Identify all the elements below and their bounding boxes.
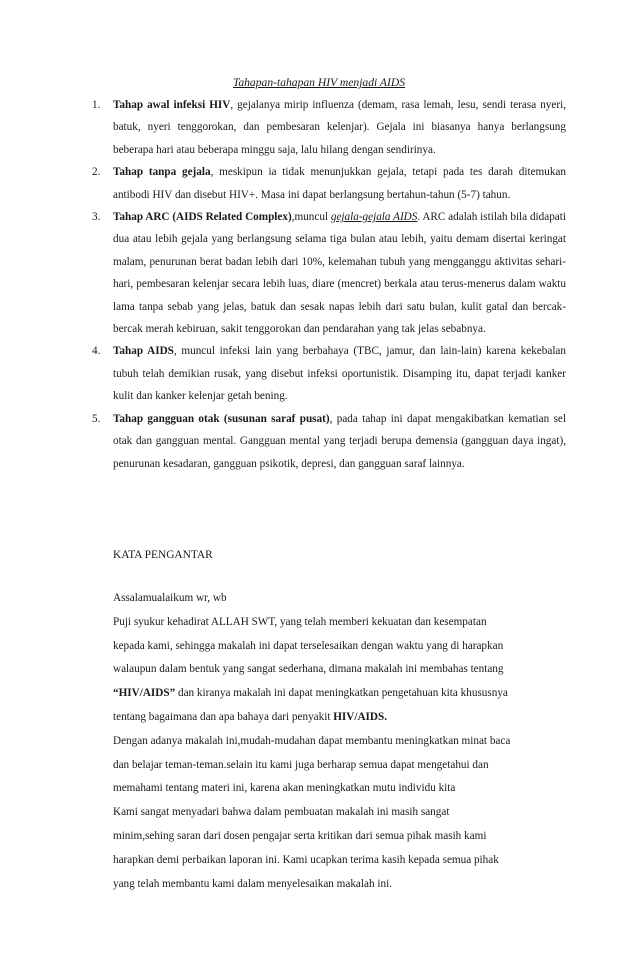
preface-bold: HIV/AIDS. (333, 710, 388, 723)
preface-line: yang telah membantu kami dalam menyelesaikan makalah ini. (113, 877, 392, 890)
kata-pengantar-heading: KATA PENGANTAR (113, 549, 213, 561)
preface-line: memahami tentang materi ini, karena akan meningkatkan mutu individu kita (113, 782, 456, 795)
preface-line: minim,sehing saran dari dosen pengajar serta kritikan dari semua pihak masih kami (113, 829, 487, 842)
preface-line: kepada kami, sehingga makalah ini dapat terselesaikan dengan waktu yang di harapkan (113, 639, 504, 652)
stage-heading: Tahap awal infeksi HIV (113, 99, 231, 111)
preface-line: tentang bagaimana dan apa bahaya dari penyakit HIV/AIDS. (113, 710, 388, 723)
item-number: 3. (92, 211, 101, 224)
item-number: 4. (92, 345, 101, 358)
preface-line: dan belajar teman-teman.selain itu kami juga berharap semua dapat mengetahui dan (113, 758, 489, 771)
preface-line: Puji syukur kehadirat ALLAH SWT, yang telah memberi kekuatan dan kesempatan (113, 615, 487, 628)
stage-heading: Tahap tanpa gejala (113, 166, 211, 179)
stage-text: . ARC adalah istilah bila didapati dua atau lebih gejala yang berlangsung selama tiga bulan atau lebih, yaitu demam disertai keringat malam, penurunan berat badan lebih dari 10%, kelemahan tubuh yang mengganggu aktivitas sehari-hari, pembesaran kelenjar secara lebih luas, diare (mencret) berkala atau terus-menerus dalam waktu lama tanpa sebab yang jelas, batuk dan sesak napas lebih dari satu bulan, kulit gatal dan bercak-bercak merah kebiruan, sakit tenggorokan dan pendarahan yang tak jelas sebabnya. (113, 211, 566, 336)
stage-heading: Tahap AIDS (113, 345, 174, 358)
stages-list (92, 94, 566, 475)
list-item (92, 340, 566, 407)
stage-text: , meskipun ia tidak menunjukkan gejala, tetapi pada tes darah ditemukan antibodi HIV dan disebut HIV+. Masa ini dapat berlangsung bertahun-tahun (5-7) tahun. (113, 166, 566, 201)
list-item (92, 94, 566, 161)
stage-text-mid: ,muncul (291, 211, 331, 224)
preface-line: walaupun dalam bentuk yang sangat sederhana, dimana makalah ini membahas tentang (113, 663, 504, 676)
preface-body (113, 587, 573, 896)
gejala-aids-link[interactable]: gejala-gejala AIDS (330, 211, 418, 224)
preface-line: Dengan adanya makalah ini,mudah-mudahan dapat membantu meningkatkan minat baca (113, 734, 511, 747)
preface-line: Kami sangat menyadari bahwa dalam pembuatan makalah ini masih sangat (113, 806, 450, 819)
preface-line: Assalamualaikum wr, wb (113, 592, 227, 604)
list-item (92, 161, 566, 206)
preface-line: “HIV/AIDS” dan kiranya makalah ini dapat meningkatkan pengetahuan kita khususnya (113, 687, 508, 700)
stage-text: , pada tahap ini dapat mengakibatkan kematian sel otak dan gangguan mental. Gangguan mental yang terjadi berupa demensia (gangguan daya ingat), penurunan kesadaran, gangguan psikotik, depresi, dan gangguan saraf lainnya. (113, 412, 567, 470)
stage-text: , gejalanya mirip influenza (demam, rasa lemah, lesu, sendi terasa nyeri, batuk, nyeri tenggorokan, dan pembesaran kelenjar). Gejala ini biasanya hanya berlangsung beberapa hari atau beberapa minggu saja, lalu hilang dengan sendirinya. (113, 99, 566, 156)
stage-heading: Tahap gangguan otak (susunan saraf pusat) (113, 412, 330, 425)
preface-line: harapkan demi perbaikan laporan ini. Kami ucapkan terima kasih kepada semua pihak (113, 853, 499, 866)
preface-bold: “HIV/AIDS” (113, 687, 176, 700)
item-number: 5. (92, 412, 101, 425)
document-title: Tahapan-tahapan HIV menjadi AIDS (232, 76, 406, 89)
list-item (92, 206, 566, 340)
list-item (92, 408, 566, 475)
item-number: 1. (92, 99, 101, 111)
item-number: 2. (92, 166, 101, 179)
stage-text: , muncul infeksi lain yang berbahaya (TBC, jamur, dan lain-lain) karena kekebalan tubuh telah demikian rusak, yang disebut infeksi oportunistik. Disamping itu, dapat terjadi kanker kulit dan kanker kelenjar getah bening. (113, 345, 566, 403)
stage-heading: Tahap ARC (AIDS Related Complex) (113, 211, 292, 224)
